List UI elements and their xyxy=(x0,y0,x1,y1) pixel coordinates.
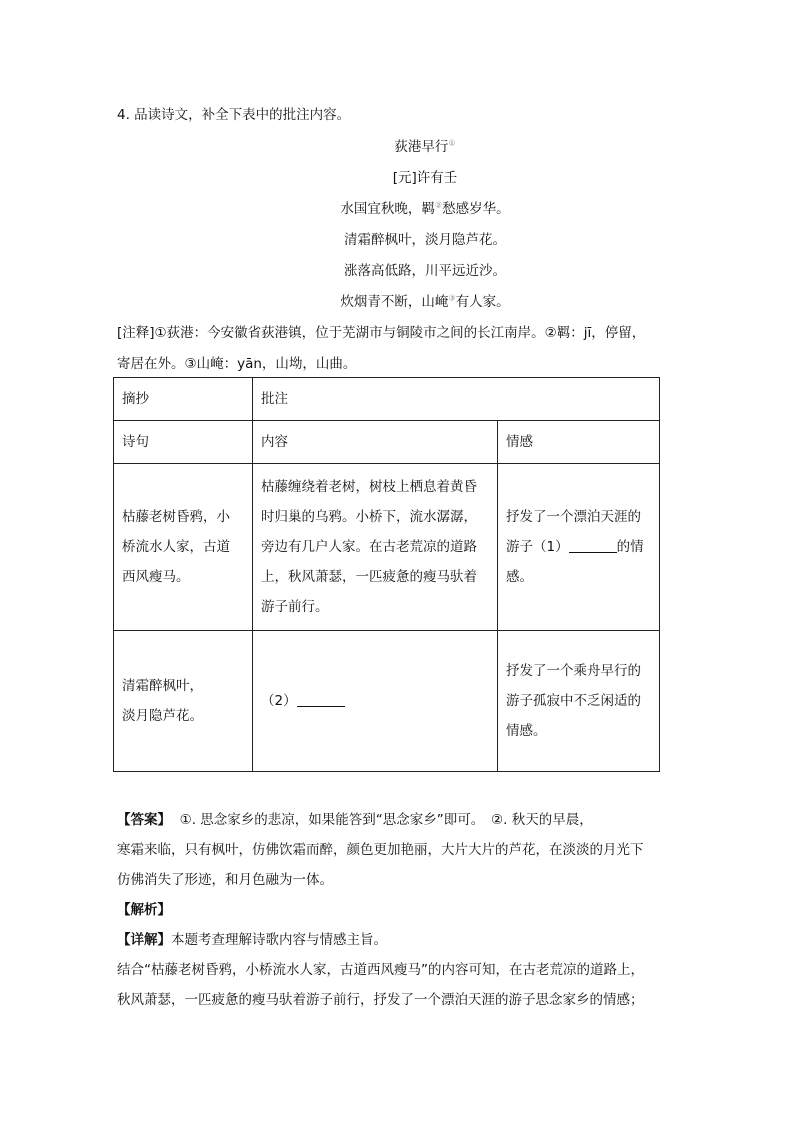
poem-author: [元]许有壬 xyxy=(392,170,458,186)
row2-line: 清霜醉枫叶， 淡月隐芦花。 xyxy=(114,631,253,772)
detail-label: 【详解】 xyxy=(117,932,171,948)
header-excerpt: 摘抄 xyxy=(114,378,253,421)
header-line: 诗句 xyxy=(114,421,253,464)
header-emotion: 情感 xyxy=(498,421,660,464)
answer-blank-1[interactable] xyxy=(569,538,617,553)
answer-label: 【答案】 xyxy=(117,812,171,828)
analysis-label: 【解析】 xyxy=(117,902,171,918)
annotation-table xyxy=(113,377,660,772)
notes-line-1: [注释]①荻港：今安徽省荻港镇，位于芜湖市与铜陵市之间的长江南岸。②羁：jī，停留， xyxy=(117,325,646,341)
poem-line-2: 清霜醉枫叶，淡月隐芦花。 xyxy=(344,232,506,248)
row1-emotion: 抒发了一个漂泊天涯的 游子（1） 的情 感。 xyxy=(498,464,660,631)
row2-emotion: 抒发了一个乘舟早行的 游子孤寂中不乏闲适的 情感。 xyxy=(498,631,660,772)
header-annotation: 批注 xyxy=(253,378,660,421)
question-title: 4. 品读诗文，补全下表中的批注内容。 xyxy=(117,107,351,123)
row1-line: 枯藤老树昏鸦，小 桥流水人家，古道 西风瘦马。 xyxy=(114,464,253,631)
answer-block: 【答案】 ①. 思念家乡的悲凉，如果能答到“思念家乡”即可。 ②. 秋天的早晨， 寒霜来临，只有枫叶，仿佛饮霜而醉，颜色更加艳丽，大片大片的芦花，在淡淡的月光下 仿佛消失了形迹，和月色融为一体。 【解析】 【详解】本题考查理解诗歌内容与情感主旨。 结合“枯藤老树昏鸦，小桥流水人家，古道西风瘦马”的内容可知，在古老荒凉的道路上， 秋风萧瑟，一匹疲惫的瘦马驮着游子前行，抒发了一个漂泊天涯的游子思念家乡的情感； xyxy=(117,805,677,1015)
header-content: 内容 xyxy=(253,421,498,464)
notes-line-2: 寄居在外。③山崦：yān，山坳，山曲。 xyxy=(117,356,357,372)
poem-line-1: 水国宜秋晚，羁②愁感岁华。 xyxy=(340,200,510,217)
answer-blank-2[interactable] xyxy=(297,692,345,707)
poem-line-3: 涨落高低路，川平远近沙。 xyxy=(344,263,506,279)
poem-title: 荻港早行① xyxy=(394,138,456,155)
row2-content: （2） xyxy=(253,631,498,772)
poem-line-4: 炊烟青不断，山崦③有人家。 xyxy=(340,293,510,310)
row1-content: 枯藤缠绕着老树，树枝上栖息着黄昏 时归巢的乌鸦。小桥下，流水潺潺， 旁边有几户人家。在古老荒凉的道路 上，秋风萧瑟，一匹疲惫的瘦马驮着 游子前行。 xyxy=(253,464,498,631)
